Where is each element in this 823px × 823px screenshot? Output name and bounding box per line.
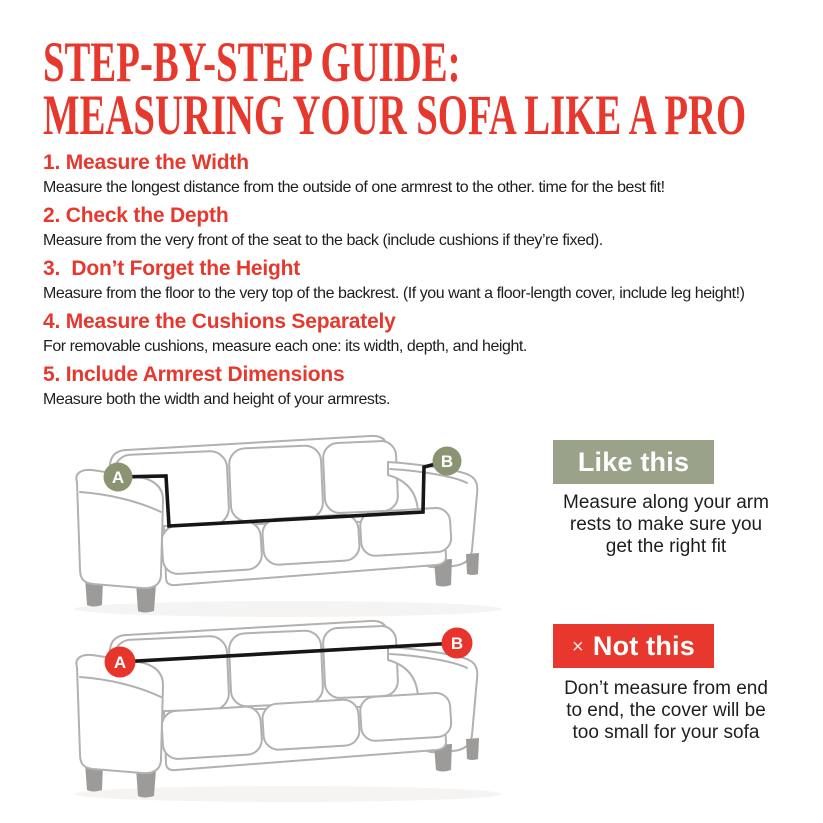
not-this-line3: too small for your sofa bbox=[572, 722, 760, 743]
marker-b-correct-label: B bbox=[440, 452, 454, 471]
step-1-body: Measure the longest distance from the outside of one armrest to the other. time for the best fit! bbox=[43, 179, 665, 196]
page-title-line2: MEASURING YOUR SOFA LIKE A PRO bbox=[43, 84, 747, 147]
sofa-illustration-incorrect bbox=[36, 613, 522, 805]
not-this-badge bbox=[553, 624, 714, 668]
step-4-body: For removable cushions, measure each one: its width, depth, and height. bbox=[43, 338, 527, 355]
like-this-line2: rests to make sure you bbox=[569, 514, 763, 535]
marker-a-incorrect-label: A bbox=[113, 653, 127, 672]
not-this-description bbox=[528, 678, 804, 744]
like-this-badge-label: Like this bbox=[577, 446, 690, 477]
not-this-badge-label: Not this bbox=[592, 630, 695, 661]
page-title-line1: STEP-BY-STEP GUIDE: bbox=[43, 31, 461, 94]
step-5-body: Measure both the width and height of your armrests. bbox=[43, 391, 391, 408]
like-this-line1: Measure along your arm bbox=[563, 492, 769, 513]
steps-list bbox=[43, 150, 813, 415]
step-4-heading: 4. Measure the Cushions Separately bbox=[43, 310, 396, 333]
x-icon: × bbox=[572, 635, 584, 658]
like-this-badge bbox=[553, 440, 714, 484]
marker-b-incorrect-label: B bbox=[450, 634, 464, 653]
like-this-line3: get the right fit bbox=[605, 536, 727, 557]
step-3-heading: 3. Don’t Forget the Height bbox=[43, 257, 301, 280]
not-this-line1: Don’t measure from end bbox=[564, 678, 768, 699]
not-this-line2: to end, the cover will be bbox=[566, 700, 766, 721]
step-5-heading: 5. Include Armrest Dimensions bbox=[43, 363, 345, 386]
step-3-body: Measure from the floor to the very top of the backrest. (If you want a floor-length cover, include leg height!) bbox=[43, 285, 745, 302]
page-title bbox=[43, 31, 747, 147]
marker-a-correct-label: A bbox=[111, 468, 125, 487]
sofa-illustration-correct bbox=[36, 428, 522, 620]
step-2-body: Measure from the very front of the seat to the back (include cushions if they’re fixed). bbox=[43, 232, 603, 249]
step-2-heading: 2. Check the Depth bbox=[43, 204, 229, 227]
step-1-heading: 1. Measure the Width bbox=[43, 151, 249, 174]
like-this-description bbox=[528, 492, 804, 558]
